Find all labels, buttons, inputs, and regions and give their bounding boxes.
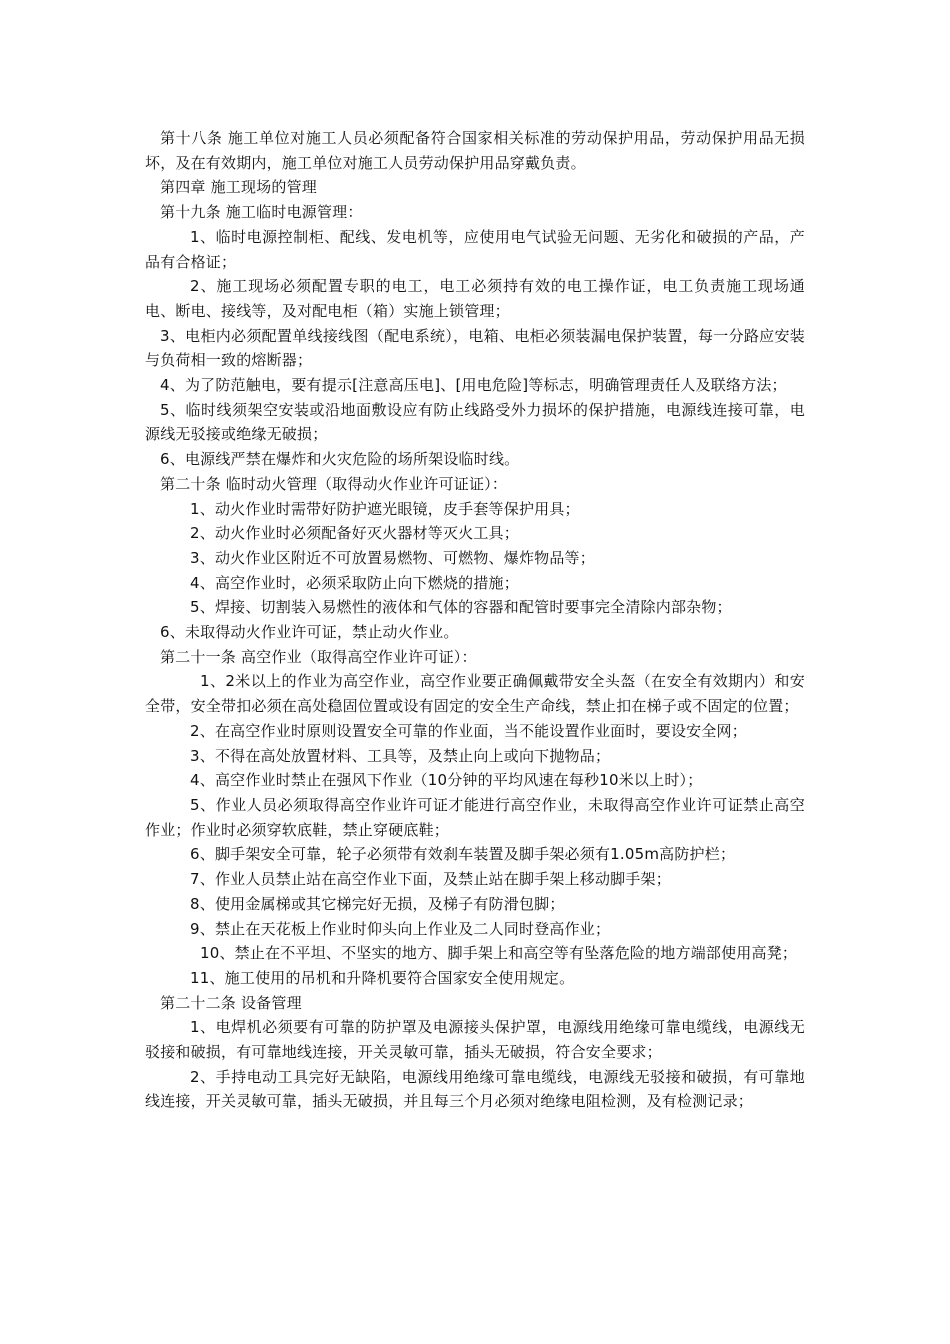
- chapter-4-heading: 第四章 施工现场的管理: [160, 178, 317, 197]
- article-21-item-11: 11、施工使用的吊机和升降机要符合国家安全使用规定。: [190, 968, 575, 987]
- article-21-item-7: 7、作业人员禁止站在高空作业下面，及禁止站在脚手架上移动脚手架；: [190, 870, 671, 889]
- article-20-item-3: 3、动火作业区附近不可放置易燃物、可燃物、爆炸物品等；: [190, 548, 595, 567]
- article-21-item-4: 4、高空作业时禁止在强风下作业（10分钟的平均风速在每秒10米以上时）；: [190, 771, 703, 790]
- article-21-item-3: 3、不得在高处放置材料、工具等，及禁止向上或向下抛物品；: [190, 746, 611, 765]
- article-21-item-9: 9、禁止在天花板上作业时仰头向上作业及二人同时登高作业；: [190, 919, 611, 938]
- article-21-item-5: 5、作业人员必须取得高空作业许可证才能进行高空作业，未取得高空作业许可证禁止高空作业；作业时必须穿软底鞋，禁止穿硬底鞋；: [145, 795, 805, 839]
- article-21-item-2: 2、在高空作业时原则设置安全可靠的作业面，当不能设置作业面时，要设安全网；: [190, 721, 747, 740]
- document-body: [145, 126, 805, 1114]
- article-20-item-4: 4、高空作业时，必须采取防止向下燃烧的措施；: [190, 573, 519, 592]
- article-20-item-5: 5、焊接、切割装入易燃性的液体和气体的容器和配管时要事完全清除内部杂物；: [190, 598, 732, 617]
- article-21-item-8: 8、使用金属梯或其它梯完好无损，及梯子有防滑包脚；: [190, 894, 565, 913]
- article-20-item-6: 6、未取得动火作业许可证，禁止动火作业。: [160, 623, 459, 642]
- article-21-item-1: 1、2米以上的作业为高空作业，高空作业要正确佩戴带安全头盔（在安全有效期内）和安全带，安全带扣必须在高处稳固位置或设有固定的安全生产命线，禁止扣在梯子或不固定的位置；: [145, 672, 805, 716]
- article-20-item-2: 2、动火作业时必须配备好灭火器材等灭火工具；: [190, 524, 519, 543]
- article-19-item-3: 3、电柜内必须配置单线接线图（配电系统），电箱、电柜必须装漏电保护装置，每一分路应安装与负荷相一致的熔断器；: [145, 326, 805, 370]
- article-18: 第十八条 施工单位对施工人员必须配备符合国家相关标准的劳动保护用品，劳动保护用品无损坏，及在有效期内，施工单位对施工人员劳动保护用品穿戴负责。: [145, 129, 805, 172]
- article-19-item-1: 1、临时电源控制柜、配线、发电机等，应使用电气试验无问题、无劣化和破损的产品，产品有合格证；: [145, 227, 805, 271]
- article-22-heading: 第二十二条 设备管理: [160, 993, 302, 1012]
- article-20-item-1: 1、动火作业时需带好防护遮光眼镜，皮手套等保护用具；: [190, 499, 580, 518]
- article-22-item-1: 1、电焊机必须要有可靠的防护罩及电源接头保护罩，电源线用绝缘可靠电缆线，电源线无驳接和破损，有可靠地线连接，开关灵敏可靠，插头无破损，符合安全要求；: [145, 1018, 805, 1062]
- article-19-item-4: 4、为了防范触电，要有提示[注意高压电]、[用电危险]等标志，明确管理责任人及联络方法；: [160, 376, 787, 395]
- article-21-heading: 第二十一条 高空作业（取得高空作业许可证）：: [160, 647, 477, 666]
- article-19-heading: 第十九条 施工临时电源管理：: [160, 203, 363, 222]
- article-21-item-6: 6、脚手架安全可靠，轮子必须带有效刹车装置及脚手架必须有1.05m高防护栏；: [190, 845, 736, 864]
- article-22-item-2: 2、手持电动工具完好无缺陷，电源线用绝缘可靠电缆线，电源线无驳接和破损，有可靠地线连接，开关灵敏可靠，插头无破损，并且每三个月必须对绝缘电阻检测，及有检测记录；: [145, 1067, 805, 1111]
- article-19-item-6: 6、电源线严禁在爆炸和火灾危险的场所架设临时线。: [160, 450, 520, 469]
- article-19-item-5: 5、临时线须架空安装或沿地面敷设应有防止线路受外力损坏的保护措施，电源线连接可靠，电源线无驳接或绝缘无破损；: [145, 400, 805, 444]
- article-19-item-2: 2、施工现场必须配置专职的电工，电工必须持有效的电工操作证，电工负责施工现场通电、断电、接线等，及对配电柜（箱）实施上锁管理；: [145, 277, 805, 320]
- article-20-heading: 第二十条 临时动火管理（取得动火作业许可证证）：: [160, 474, 508, 493]
- article-21-item-10: 10、禁止在不平坦、不坚实的地方、脚手架上和高空等有坠落危险的地方端部使用高凳；: [200, 944, 798, 963]
